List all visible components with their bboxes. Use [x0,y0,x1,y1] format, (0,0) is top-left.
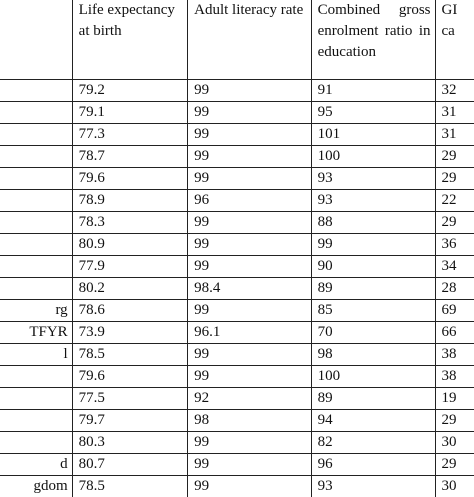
table-row [0,190,474,212]
literacy-cell: 99 [188,102,312,124]
enrolment-cell: 101 [311,124,435,146]
gdp-cell: 31 [435,102,474,124]
table-row [0,146,474,168]
life-expectancy-cell: 78.9 [72,190,187,212]
enrolment-cell: 100 [311,146,435,168]
literacy-cell: 99 [188,124,312,146]
table-row [0,124,474,146]
literacy-cell: 99 [188,256,312,278]
gdp-cell: 66 [435,322,474,344]
header-enrolment-ratio: Combined gross enrolment ratio in education [311,0,435,80]
enrolment-cell: 94 [311,410,435,432]
life-expectancy-cell: 78.5 [72,344,187,366]
country-cell: l [0,344,72,366]
literacy-cell: 99 [188,454,312,476]
gdp-cell: 38 [435,344,474,366]
gdp-cell: 34 [435,256,474,278]
life-expectancy-cell: 78.7 [72,146,187,168]
life-expectancy-cell: 80.3 [72,432,187,454]
literacy-cell: 99 [188,212,312,234]
header-adult-literacy: Adult literacy rate [188,0,312,80]
country-cell [0,124,72,146]
literacy-cell: 99 [188,344,312,366]
table-row [0,432,474,454]
enrolment-cell: 96 [311,454,435,476]
life-expectancy-cell: 80.9 [72,234,187,256]
gdp-cell: 30 [435,476,474,497]
table-row [0,366,474,388]
gdp-cell: 29 [435,146,474,168]
gdp-cell: 22 [435,190,474,212]
literacy-cell: 99 [188,80,312,102]
life-expectancy-cell: 80.2 [72,278,187,300]
gdp-cell: 28 [435,278,474,300]
life-expectancy-cell: 79.6 [72,168,187,190]
enrolment-cell: 100 [311,366,435,388]
enrolment-cell: 90 [311,256,435,278]
gdp-cell: 29 [435,168,474,190]
gdp-cell: 36 [435,234,474,256]
literacy-cell: 99 [188,366,312,388]
literacy-cell: 99 [188,146,312,168]
literacy-cell: 99 [188,300,312,322]
enrolment-cell: 88 [311,212,435,234]
life-expectancy-cell: 79.6 [72,366,187,388]
country-cell [0,388,72,410]
table-row [0,476,474,497]
enrolment-cell: 70 [311,322,435,344]
literacy-cell: 96 [188,190,312,212]
enrolment-cell: 95 [311,102,435,124]
table-row [0,234,474,256]
table-row [0,278,474,300]
table-row [0,256,474,278]
table-header-row [0,0,474,80]
gdp-cell: 38 [435,366,474,388]
enrolment-cell: 82 [311,432,435,454]
life-expectancy-cell: 77.9 [72,256,187,278]
country-cell: gdom [0,476,72,497]
life-expectancy-cell: 80.7 [72,454,187,476]
country-cell [0,190,72,212]
table-row [0,80,474,102]
life-expectancy-cell: 79.1 [72,102,187,124]
table-row [0,454,474,476]
table-row [0,388,474,410]
table-row [0,344,474,366]
life-expectancy-cell: 79.7 [72,410,187,432]
literacy-cell: 99 [188,432,312,454]
literacy-cell: 96.1 [188,322,312,344]
gdp-cell: 31 [435,124,474,146]
life-expectancy-cell: 79.2 [72,80,187,102]
enrolment-cell: 91 [311,80,435,102]
gdp-cell: 30 [435,432,474,454]
enrolment-cell: 85 [311,300,435,322]
table-row [0,322,474,344]
header-country [0,0,72,80]
enrolment-cell: 93 [311,190,435,212]
life-expectancy-cell: 77.3 [72,124,187,146]
gdp-cell: 29 [435,410,474,432]
literacy-cell: 98 [188,410,312,432]
gdp-cell: 19 [435,388,474,410]
country-cell [0,256,72,278]
table-row [0,102,474,124]
table-row [0,410,474,432]
country-cell [0,102,72,124]
table-row [0,300,474,322]
literacy-cell: 99 [188,234,312,256]
country-cell [0,410,72,432]
gdp-cell: 32 [435,80,474,102]
header-gdp: GI ca [435,0,474,80]
life-expectancy-cell: 78.5 [72,476,187,497]
table-row [0,212,474,234]
gdp-cell: 69 [435,300,474,322]
enrolment-cell: 89 [311,388,435,410]
enrolment-cell: 93 [311,476,435,497]
literacy-cell: 99 [188,476,312,497]
country-cell [0,278,72,300]
literacy-cell: 92 [188,388,312,410]
gdp-cell: 29 [435,454,474,476]
country-cell [0,146,72,168]
country-cell: d [0,454,72,476]
enrolment-cell: 98 [311,344,435,366]
literacy-cell: 98.4 [188,278,312,300]
country-cell: TFYR [0,322,72,344]
header-life-expectancy: Life expectancy at birth [72,0,187,80]
life-expectancy-cell: 73.9 [72,322,187,344]
country-cell [0,234,72,256]
country-cell [0,212,72,234]
country-cell [0,80,72,102]
life-expectancy-cell: 78.6 [72,300,187,322]
country-cell [0,366,72,388]
literacy-cell: 99 [188,168,312,190]
country-cell: rg [0,300,72,322]
life-expectancy-cell: 78.3 [72,212,187,234]
country-cell [0,168,72,190]
gdp-cell: 29 [435,212,474,234]
enrolment-cell: 99 [311,234,435,256]
country-cell [0,432,72,454]
table-row [0,168,474,190]
enrolment-cell: 93 [311,168,435,190]
enrolment-cell: 89 [311,278,435,300]
life-expectancy-cell: 77.5 [72,388,187,410]
